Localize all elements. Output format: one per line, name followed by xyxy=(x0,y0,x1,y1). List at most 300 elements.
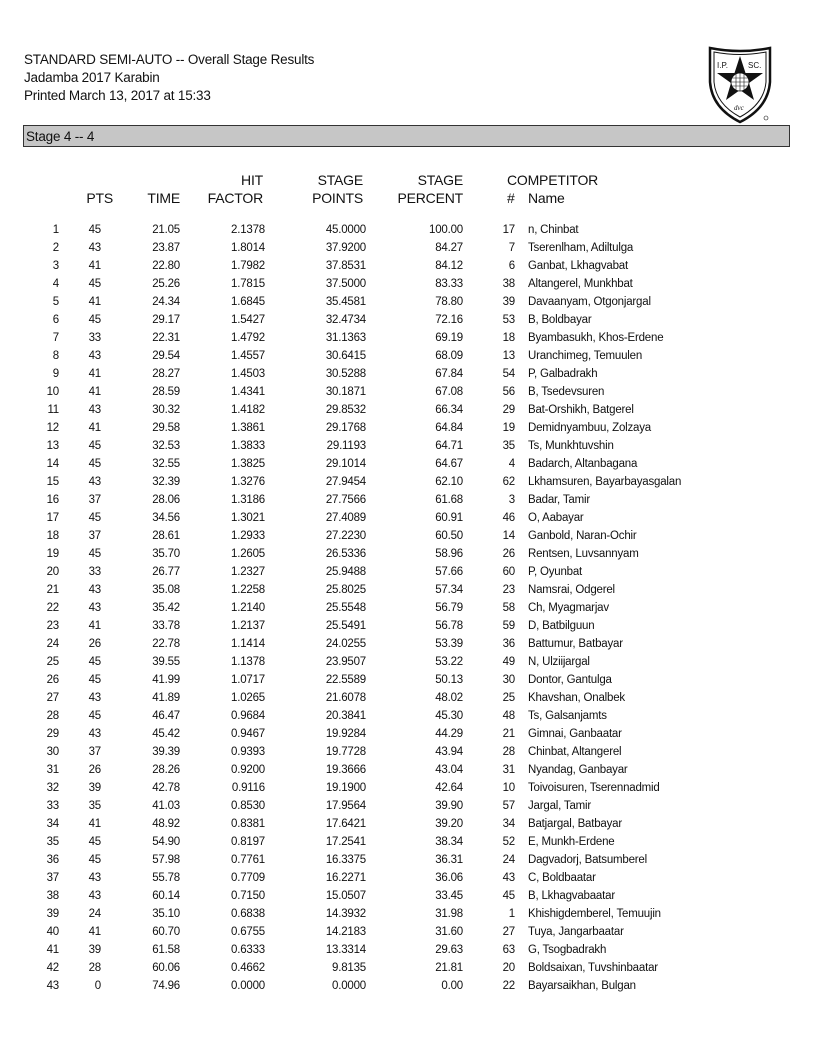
competitor-name-cell: P, Oyunbat xyxy=(528,566,583,578)
time-cell: 42.78 xyxy=(152,782,180,794)
pts-cell: 41 xyxy=(88,422,101,434)
stage-percent-cell: 45.30 xyxy=(435,710,463,722)
time-cell: 32.55 xyxy=(152,458,180,470)
competitor-name-cell: B, Boldbayar xyxy=(528,314,592,326)
place-cell: 34 xyxy=(46,818,59,830)
competitor-name-cell: Davaanyam, Otgonjargal xyxy=(528,296,651,308)
competitor-number-cell: 62 xyxy=(502,476,515,488)
time-cell: 35.08 xyxy=(152,584,180,596)
pts-cell: 43 xyxy=(88,890,101,902)
time-cell: 22.78 xyxy=(152,638,180,650)
hit-factor-cell: 1.2137 xyxy=(231,620,265,632)
pts-cell: 43 xyxy=(88,872,101,884)
time-cell: 35.42 xyxy=(152,602,180,614)
stage-points-cell: 24.0255 xyxy=(325,638,366,650)
competitor-number-cell: 63 xyxy=(502,944,515,956)
time-cell: 22.80 xyxy=(152,260,180,272)
time-cell: 45.42 xyxy=(152,728,180,740)
place-cell: 28 xyxy=(46,710,59,722)
pts-cell: 43 xyxy=(88,404,101,416)
competitor-number-cell: 28 xyxy=(502,746,515,758)
place-cell: 20 xyxy=(46,566,59,578)
table-row xyxy=(0,708,816,726)
pts-cell: 43 xyxy=(88,584,101,596)
place-cell: 15 xyxy=(46,476,59,488)
stage-points-cell: 14.2183 xyxy=(325,926,366,938)
stage-percent-cell: 0.00 xyxy=(441,980,463,992)
hit-factor-cell: 0.9200 xyxy=(231,764,265,776)
hit-factor-cell: 1.4341 xyxy=(231,386,265,398)
competitor-name-cell: P, Galbadrakh xyxy=(528,368,598,380)
col-header-pts: PTS xyxy=(86,190,113,206)
hit-factor-cell: 0.9467 xyxy=(231,728,265,740)
pts-cell: 43 xyxy=(88,692,101,704)
hit-factor-cell: 0.8197 xyxy=(231,836,265,848)
col-header-name: Name xyxy=(528,190,565,206)
hit-factor-cell: 1.3021 xyxy=(231,512,265,524)
pts-cell: 43 xyxy=(88,602,101,614)
pts-cell: 0 xyxy=(94,980,101,992)
competitor-name-cell: Jargal, Tamir xyxy=(528,800,592,812)
place-cell: 12 xyxy=(46,422,59,434)
competitor-number-cell: 48 xyxy=(502,710,515,722)
place-cell: 1 xyxy=(52,224,59,236)
place-cell: 4 xyxy=(52,278,59,290)
stage-percent-cell: 48.02 xyxy=(435,692,463,704)
hit-factor-cell: 0.6755 xyxy=(231,926,265,938)
time-cell: 41.03 xyxy=(152,800,180,812)
place-cell: 16 xyxy=(46,494,59,506)
place-cell: 22 xyxy=(46,602,59,614)
stage-points-cell: 0.0000 xyxy=(332,980,366,992)
time-cell: 29.54 xyxy=(152,350,180,362)
competitor-number-cell: 31 xyxy=(502,764,515,776)
table-row xyxy=(0,744,816,762)
stage-points-cell: 17.6421 xyxy=(325,818,366,830)
competitor-number-cell: 25 xyxy=(502,692,515,704)
table-row xyxy=(0,636,816,654)
hit-factor-cell: 1.3825 xyxy=(231,458,265,470)
stage-percent-cell: 84.12 xyxy=(435,260,463,272)
stage-points-cell: 15.0507 xyxy=(325,890,366,902)
place-cell: 19 xyxy=(46,548,59,560)
stage-points-cell: 30.1871 xyxy=(325,386,366,398)
competitor-name-cell: Battumur, Batbayar xyxy=(528,638,623,650)
table-row xyxy=(0,690,816,708)
pts-cell: 43 xyxy=(88,728,101,740)
time-cell: 60.70 xyxy=(152,926,180,938)
competitor-name-cell: Bat-Orshikh, Batgerel xyxy=(528,404,634,416)
time-cell: 21.05 xyxy=(152,224,180,236)
place-cell: 7 xyxy=(52,332,59,344)
place-cell: 40 xyxy=(46,926,59,938)
competitor-name-cell: Rentsen, Luvsannyam xyxy=(528,548,639,560)
stage-points-cell: 19.7728 xyxy=(325,746,366,758)
stage-label: Stage 4 -- 4 xyxy=(26,129,95,144)
pts-cell: 41 xyxy=(88,296,101,308)
stage-points-cell: 25.5548 xyxy=(325,602,366,614)
hit-factor-cell: 1.3861 xyxy=(231,422,265,434)
time-cell: 61.58 xyxy=(152,944,180,956)
table-row xyxy=(0,528,816,546)
stage-points-cell: 37.5000 xyxy=(325,278,366,290)
pts-cell: 24 xyxy=(88,908,101,920)
competitor-number-cell: 57 xyxy=(502,800,515,812)
competitor-number-cell: 53 xyxy=(502,314,515,326)
stage-percent-cell: 60.50 xyxy=(435,530,463,542)
table-row xyxy=(0,888,816,906)
pts-cell: 41 xyxy=(88,260,101,272)
table-row xyxy=(0,798,816,816)
stage-points-cell: 22.5589 xyxy=(325,674,366,686)
pts-cell: 45 xyxy=(88,548,101,560)
competitor-name-cell: Dontor, Gantulga xyxy=(528,674,612,686)
stage-percent-cell: 21.81 xyxy=(435,962,463,974)
pts-cell: 45 xyxy=(88,710,101,722)
place-cell: 24 xyxy=(46,638,59,650)
stage-points-cell: 25.9488 xyxy=(325,566,366,578)
stage-percent-cell: 66.34 xyxy=(435,404,463,416)
hit-factor-cell: 1.0265 xyxy=(231,692,265,704)
pts-cell: 41 xyxy=(88,386,101,398)
pts-cell: 43 xyxy=(88,242,101,254)
place-cell: 23 xyxy=(46,620,59,632)
col-header-hit-factor-bottom: FACTOR xyxy=(207,190,263,206)
hit-factor-cell: 1.3833 xyxy=(231,440,265,452)
time-cell: 54.90 xyxy=(152,836,180,848)
stage-points-cell: 29.1014 xyxy=(325,458,366,470)
stage-points-cell: 17.2541 xyxy=(325,836,366,848)
time-cell: 29.58 xyxy=(152,422,180,434)
competitor-name-cell: Lkhamsuren, Bayarbayasgalan xyxy=(528,476,682,488)
time-cell: 25.26 xyxy=(152,278,180,290)
stage-percent-cell: 42.64 xyxy=(435,782,463,794)
table-row xyxy=(0,672,816,690)
pts-cell: 41 xyxy=(88,818,101,830)
stage-points-cell: 27.4089 xyxy=(325,512,366,524)
col-header-hit-factor-top: HIT xyxy=(241,172,263,188)
pts-cell: 37 xyxy=(88,746,101,758)
time-cell: 60.14 xyxy=(152,890,180,902)
pts-cell: 45 xyxy=(88,656,101,668)
table-row xyxy=(0,510,816,528)
pts-cell: 45 xyxy=(88,314,101,326)
report-title: STANDARD SEMI-AUTO -- Overall Stage Results xyxy=(24,52,315,67)
table-row xyxy=(0,942,816,960)
competitor-name-cell: Chinbat, Altangerel xyxy=(528,746,622,758)
place-cell: 32 xyxy=(46,782,59,794)
table-row xyxy=(0,762,816,780)
place-cell: 25 xyxy=(46,656,59,668)
competitor-number-cell: 22 xyxy=(502,980,515,992)
competitor-name-cell: Khishigdemberel, Temuujin xyxy=(528,908,661,920)
hit-factor-cell: 0.9116 xyxy=(231,782,265,794)
stage-percent-cell: 53.39 xyxy=(435,638,463,650)
competitor-name-cell: Namsrai, Odgerel xyxy=(528,584,615,596)
pts-cell: 26 xyxy=(88,764,101,776)
competitor-name-cell: B, Tsedevsuren xyxy=(528,386,605,398)
time-cell: 26.77 xyxy=(152,566,180,578)
place-cell: 38 xyxy=(46,890,59,902)
place-cell: 14 xyxy=(46,458,59,470)
hit-factor-cell: 0.7761 xyxy=(231,854,265,866)
hit-factor-cell: 1.4557 xyxy=(231,350,265,362)
stage-percent-cell: 64.84 xyxy=(435,422,463,434)
time-cell: 29.17 xyxy=(152,314,180,326)
table-row xyxy=(0,654,816,672)
table-row xyxy=(0,582,816,600)
place-cell: 8 xyxy=(52,350,59,362)
competitor-number-cell: 52 xyxy=(502,836,515,848)
table-row xyxy=(0,834,816,852)
place-cell: 17 xyxy=(46,512,59,524)
stage-percent-cell: 56.79 xyxy=(435,602,463,614)
pts-cell: 39 xyxy=(88,782,101,794)
stage-points-cell: 32.4734 xyxy=(325,314,366,326)
col-header-stage-percent-bottom: PERCENT xyxy=(397,190,463,206)
hit-factor-cell: 1.3276 xyxy=(231,476,265,488)
place-cell: 43 xyxy=(46,980,59,992)
place-cell: 42 xyxy=(46,962,59,974)
time-cell: 39.55 xyxy=(152,656,180,668)
competitor-number-cell: 49 xyxy=(502,656,515,668)
table-row xyxy=(0,978,816,996)
place-cell: 3 xyxy=(52,260,59,272)
stage-percent-cell: 50.13 xyxy=(435,674,463,686)
competitor-name-cell: Batjargal, Batbayar xyxy=(528,818,623,830)
pts-cell: 45 xyxy=(88,836,101,848)
logo-text-right: SC. xyxy=(748,61,762,70)
pts-cell: 26 xyxy=(88,638,101,650)
time-cell: 28.61 xyxy=(152,530,180,542)
pts-cell: 45 xyxy=(88,440,101,452)
competitor-number-cell: 26 xyxy=(502,548,515,560)
table-row xyxy=(0,240,816,258)
time-cell: 28.06 xyxy=(152,494,180,506)
stage-points-cell: 13.3314 xyxy=(325,944,366,956)
pts-cell: 41 xyxy=(88,368,101,380)
competitor-number-cell: 1 xyxy=(508,908,515,920)
pts-cell: 45 xyxy=(88,278,101,290)
time-cell: 46.47 xyxy=(152,710,180,722)
time-cell: 28.26 xyxy=(152,764,180,776)
stage-points-cell: 9.8135 xyxy=(332,962,366,974)
stage-percent-cell: 38.34 xyxy=(435,836,463,848)
hit-factor-cell: 0.8530 xyxy=(231,800,265,812)
competitor-number-cell: 10 xyxy=(502,782,515,794)
competitor-number-cell: 19 xyxy=(502,422,515,434)
stage-points-cell: 29.1768 xyxy=(325,422,366,434)
place-cell: 29 xyxy=(46,728,59,740)
stage-percent-cell: 43.94 xyxy=(435,746,463,758)
stage-points-cell: 16.2271 xyxy=(325,872,366,884)
place-cell: 41 xyxy=(46,944,59,956)
competitor-number-cell: 46 xyxy=(502,512,515,524)
col-header-stage-percent-top: STAGE xyxy=(417,172,463,188)
time-cell: 41.89 xyxy=(152,692,180,704)
ipsc-shield-logo-icon xyxy=(706,44,774,124)
col-header-competitor: COMPETITOR xyxy=(507,172,599,188)
table-row xyxy=(0,618,816,636)
competitor-number-cell: 23 xyxy=(502,584,515,596)
hit-factor-cell: 1.2327 xyxy=(231,566,265,578)
stage-percent-cell: 83.33 xyxy=(435,278,463,290)
pts-cell: 45 xyxy=(88,224,101,236)
competitor-name-cell: Tserenlham, Adiltulga xyxy=(528,242,634,254)
stage-heading-bar xyxy=(23,125,790,147)
table-row xyxy=(0,420,816,438)
competitor-name-cell: Bayarsaikhan, Bulgan xyxy=(528,980,636,992)
competitor-name-cell: Uranchimeg, Temuulen xyxy=(528,350,643,362)
competitor-name-cell: n, Chinbat xyxy=(528,224,579,236)
competitor-number-cell: 18 xyxy=(502,332,515,344)
stage-percent-cell: 33.45 xyxy=(435,890,463,902)
place-cell: 2 xyxy=(52,242,59,254)
table-row xyxy=(0,276,816,294)
time-cell: 48.92 xyxy=(152,818,180,830)
stage-points-cell: 25.8025 xyxy=(325,584,366,596)
stage-points-cell: 29.8532 xyxy=(325,404,366,416)
table-row xyxy=(0,258,816,276)
stage-points-cell: 17.9564 xyxy=(325,800,366,812)
stage-points-cell: 27.7566 xyxy=(325,494,366,506)
competitor-name-cell: Badarch, Altanbagana xyxy=(528,458,638,470)
competitor-name-cell: Boldsaixan, Tuvshinbaatar xyxy=(528,962,658,974)
pts-cell: 37 xyxy=(88,494,101,506)
stage-percent-cell: 39.20 xyxy=(435,818,463,830)
stage-percent-cell: 61.68 xyxy=(435,494,463,506)
competitor-number-cell: 6 xyxy=(508,260,515,272)
col-header-stage-points-bottom: POINTS xyxy=(312,190,363,206)
competitor-number-cell: 38 xyxy=(502,278,515,290)
pts-cell: 35 xyxy=(88,800,101,812)
pts-cell: 41 xyxy=(88,926,101,938)
time-cell: 32.39 xyxy=(152,476,180,488)
place-cell: 21 xyxy=(46,584,59,596)
competitor-name-cell: Ganbold, Naran-Ochir xyxy=(528,530,637,542)
col-header-number: # xyxy=(507,190,515,206)
competitor-number-cell: 29 xyxy=(502,404,515,416)
hit-factor-cell: 1.4792 xyxy=(231,332,265,344)
hit-factor-cell: 1.4503 xyxy=(231,368,265,380)
stage-percent-cell: 39.90 xyxy=(435,800,463,812)
table-row xyxy=(0,294,816,312)
table-row xyxy=(0,366,816,384)
competitor-name-cell: Ch, Myagmarjav xyxy=(528,602,609,614)
competitor-name-cell: Ts, Munkhtuvshin xyxy=(528,440,614,452)
table-row xyxy=(0,564,816,582)
competitor-number-cell: 56 xyxy=(502,386,515,398)
stage-percent-cell: 100.00 xyxy=(429,224,463,236)
stage-percent-cell: 60.91 xyxy=(435,512,463,524)
table-row xyxy=(0,780,816,798)
stage-percent-cell: 53.22 xyxy=(435,656,463,668)
stage-percent-cell: 57.66 xyxy=(435,566,463,578)
competitor-number-cell: 43 xyxy=(502,872,515,884)
competitor-number-cell: 39 xyxy=(502,296,515,308)
hit-factor-cell: 0.0000 xyxy=(231,980,265,992)
competitor-number-cell: 13 xyxy=(502,350,515,362)
time-cell: 33.78 xyxy=(152,620,180,632)
table-row xyxy=(0,726,816,744)
hit-factor-cell: 0.7150 xyxy=(231,890,265,902)
table-row xyxy=(0,600,816,618)
stage-points-cell: 31.1363 xyxy=(325,332,366,344)
competitor-name-cell: Demidnyambuu, Zolzaya xyxy=(528,422,651,434)
place-cell: 10 xyxy=(46,386,59,398)
competitor-name-cell: Altangerel, Munkhbat xyxy=(528,278,633,290)
stage-points-cell: 25.5491 xyxy=(325,620,366,632)
stage-points-cell: 19.3666 xyxy=(325,764,366,776)
hit-factor-cell: 1.2258 xyxy=(231,584,265,596)
competitor-name-cell: Dagvadorj, Batsumberel xyxy=(528,854,647,866)
printed-date: Printed March 13, 2017 at 15:33 xyxy=(24,88,211,103)
stage-percent-cell: 56.78 xyxy=(435,620,463,632)
stage-percent-cell: 43.04 xyxy=(435,764,463,776)
stage-points-cell: 21.6078 xyxy=(325,692,366,704)
time-cell: 32.53 xyxy=(152,440,180,452)
table-row xyxy=(0,870,816,888)
stage-percent-cell: 62.10 xyxy=(435,476,463,488)
competitor-number-cell: 4 xyxy=(508,458,515,470)
stage-percent-cell: 36.31 xyxy=(435,854,463,866)
stage-percent-cell: 44.29 xyxy=(435,728,463,740)
hit-factor-cell: 0.9393 xyxy=(231,746,265,758)
time-cell: 28.27 xyxy=(152,368,180,380)
table-row xyxy=(0,384,816,402)
hit-factor-cell: 1.8014 xyxy=(231,242,265,254)
time-cell: 30.32 xyxy=(152,404,180,416)
place-cell: 27 xyxy=(46,692,59,704)
competitor-number-cell: 27 xyxy=(502,926,515,938)
time-cell: 23.87 xyxy=(152,242,180,254)
table-row xyxy=(0,330,816,348)
stage-points-cell: 16.3375 xyxy=(325,854,366,866)
table-row xyxy=(0,312,816,330)
stage-points-cell: 14.3932 xyxy=(325,908,366,920)
competitor-number-cell: 34 xyxy=(502,818,515,830)
hit-factor-cell: 0.6333 xyxy=(231,944,265,956)
place-cell: 39 xyxy=(46,908,59,920)
pts-cell: 33 xyxy=(88,566,101,578)
pts-cell: 45 xyxy=(88,458,101,470)
place-cell: 26 xyxy=(46,674,59,686)
time-cell: 35.70 xyxy=(152,548,180,560)
report-header xyxy=(24,51,314,105)
hit-factor-cell: 1.1414 xyxy=(231,638,265,650)
table-row xyxy=(0,402,816,420)
time-cell: 39.39 xyxy=(152,746,180,758)
stage-points-cell: 35.4581 xyxy=(325,296,366,308)
hit-factor-cell: 1.5427 xyxy=(231,314,265,326)
competitor-name-cell: O, Aabayar xyxy=(528,512,584,524)
stage-points-cell: 23.9507 xyxy=(325,656,366,668)
competitor-number-cell: 36 xyxy=(502,638,515,650)
table-row xyxy=(0,456,816,474)
pts-cell: 45 xyxy=(88,854,101,866)
hit-factor-cell: 0.9684 xyxy=(231,710,265,722)
hit-factor-cell: 1.0717 xyxy=(231,674,265,686)
table-row xyxy=(0,816,816,834)
competitor-name-cell: Byambasukh, Khos-Erdene xyxy=(528,332,664,344)
place-cell: 5 xyxy=(52,296,59,308)
stage-percent-cell: 84.27 xyxy=(435,242,463,254)
table-row xyxy=(0,222,816,240)
competitor-number-cell: 54 xyxy=(502,368,515,380)
competitor-number-cell: 21 xyxy=(502,728,515,740)
stage-percent-cell: 58.96 xyxy=(435,548,463,560)
competitor-name-cell: Toivoisuren, Tserennadmid xyxy=(528,782,660,794)
